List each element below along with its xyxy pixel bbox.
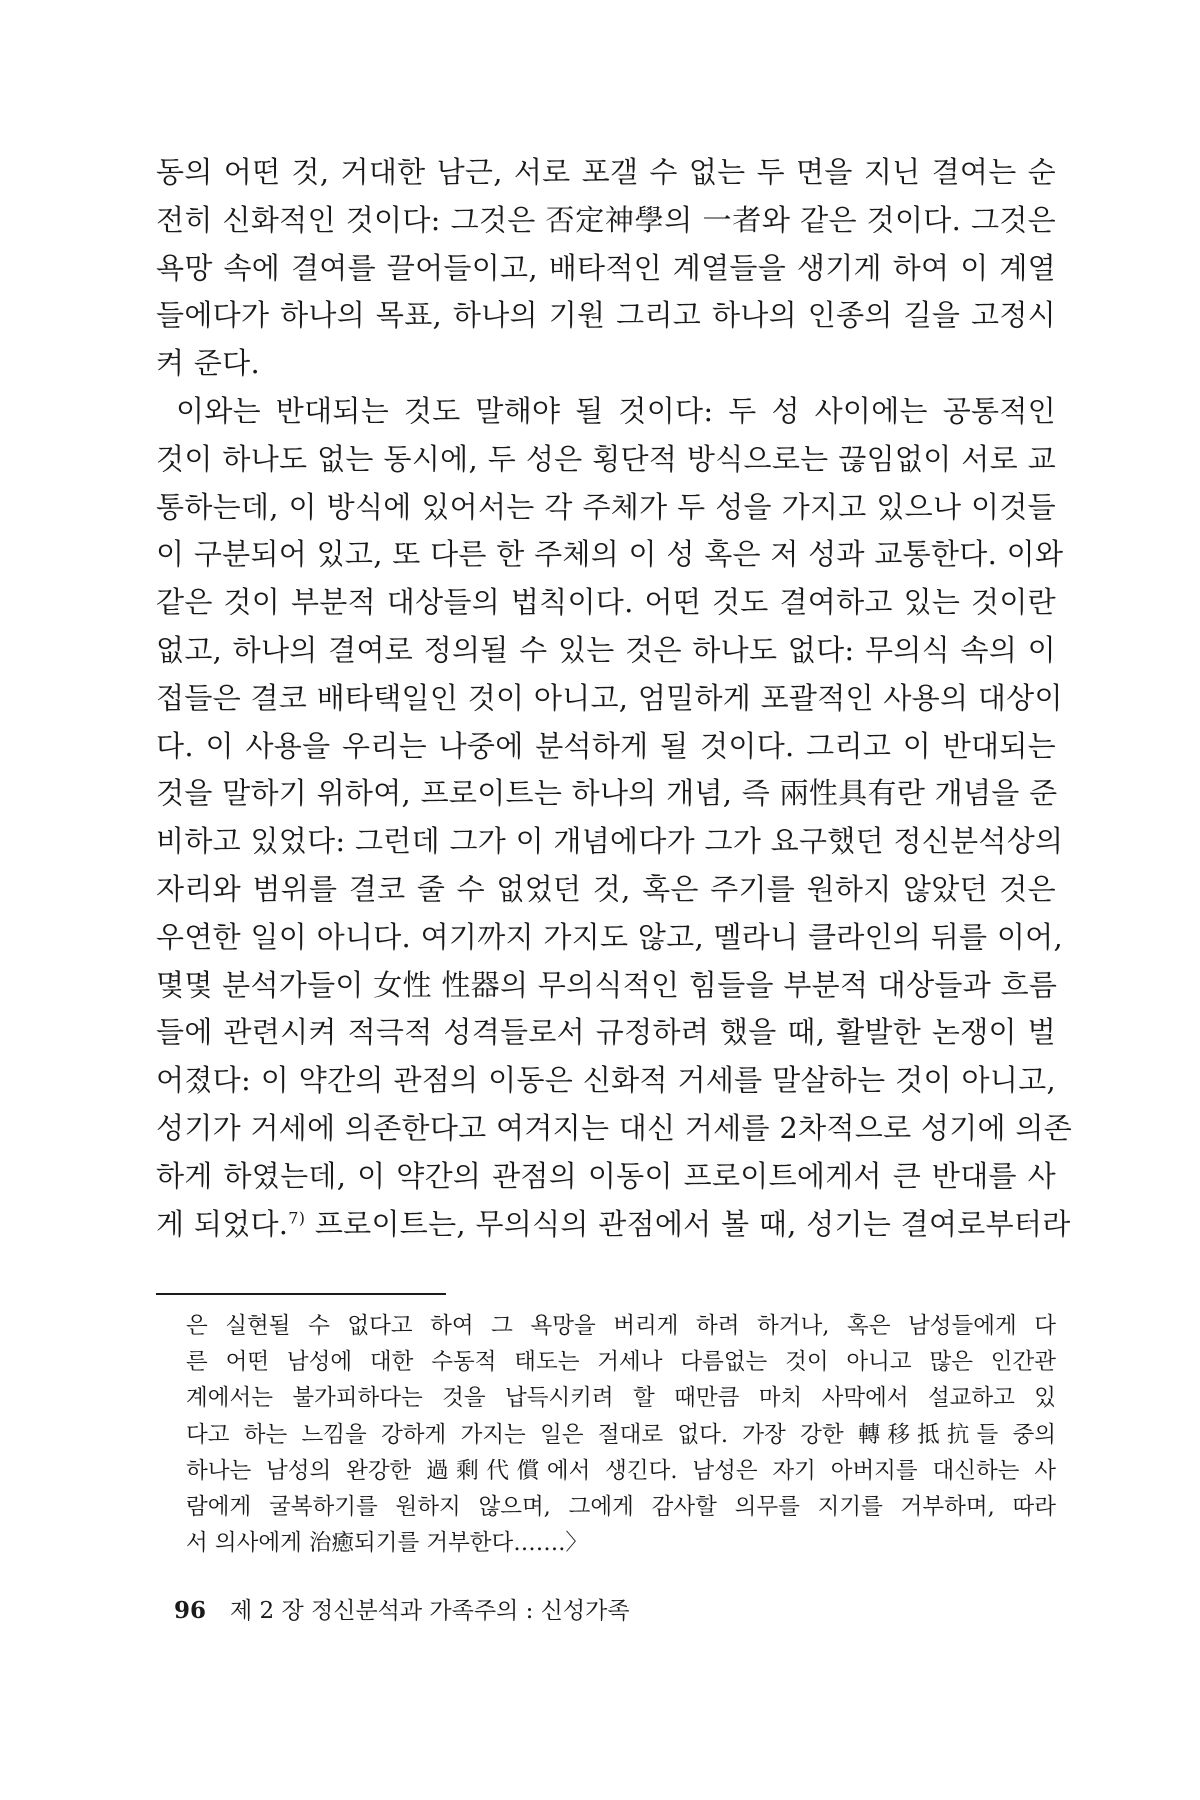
body-line: 동의 어떤 것, 거대한 남근, 서로 포갤 수 없는 두 면을 지닌 결여는 순 <box>156 155 1056 189</box>
body-line: 통하는데, 이 방식에 있어서는 각 주체가 두 성을 가지고 있으나 이것들 <box>156 489 1056 524</box>
footnote-line: 다고 하는 느낌을 강하게 가지는 일은 절대로 없다. 가장 강한 轉移抵抗들 중의 <box>186 1421 1056 1448</box>
footnote-line: 계에서는 불가피하다는 것을 납득시키려 할 때만큼 마치 사막에서 설교하고 있 <box>186 1385 1056 1412</box>
body-line-start: 게 되었다. <box>156 1206 289 1241</box>
footnote-line: 서 의사에게 治癒되기를 거부한다…….〉 <box>186 1530 588 1557</box>
main-body-text <box>156 149 1073 1248</box>
body-line: 없고, 하나의 결여로 정의될 수 있는 것은 하나도 없다: 무의식 속의 이 <box>156 632 1056 667</box>
footnote-line: 른 어떤 남성에 대한 수동적 태도는 거세나 다름없는 것이 아니고 많은 인간관 <box>186 1349 1056 1376</box>
running-head: 제 2 장 정신분석과 가족주의 : 신성가족 <box>230 1598 630 1624</box>
body-line: 비하고 있었다: 그런데 그가 이 개념에다가 그가 요구했던 정신분석상의 <box>156 824 1064 859</box>
body-line: 이와는 반대되는 것도 말해야 될 것이다: 두 성 사이에는 공통적인 <box>176 393 1056 428</box>
footnote-reference: 7) <box>288 1207 306 1227</box>
body-line: 어졌다: 이 약간의 관점의 이동은 신화적 거세를 말살하는 것이 아니고, <box>156 1063 1056 1098</box>
body-line: 같은 것이 부분적 대상들의 법칙이다. 어떤 것도 결여하고 있는 것이란 <box>156 585 1056 620</box>
body-line: 들에다가 하나의 목표, 하나의 기원 그리고 하나의 인종의 길을 고정시 <box>156 298 1056 333</box>
body-line: 우연한 일이 아니다. 여기까지 가지도 않고, 멜라니 클라인의 뒤를 이어, <box>156 919 1064 954</box>
footnote-line: 은 실현될 수 없다고 하여 그 욕망을 버리게 하려 하거나, 혹은 남성들에게 다 <box>186 1313 1056 1339</box>
body-line-with-footnote <box>156 1201 1071 1249</box>
body-line: 욕망 속에 결여를 끌어들이고, 배타적인 계열들을 생기게 하여 이 계열 <box>156 250 1056 285</box>
body-line: 접들은 결코 배타택일인 것이 아니고, 엄밀하게 포괄적인 사용의 대상이 <box>156 680 1063 715</box>
body-line: 이 구분되어 있고, 또 다른 한 주체의 이 성 혹은 저 성과 교통한다. 이와 <box>156 537 1064 572</box>
body-line: 자리와 범위를 결코 줄 수 없었던 것, 혹은 주기를 원하지 않았던 것은 <box>156 871 1056 906</box>
body-line: 다. 이 사용을 우리는 나중에 분석하게 될 것이다. 그리고 이 반대되는 <box>156 728 1056 763</box>
footnote-line: 하나는 남성의 완강한 過剩代償에서 생긴다. 남성은 자기 아버지를 대신하는 사 <box>186 1457 1056 1484</box>
body-line: 하게 하였는데, 이 약간의 관점의 이동이 프로이트에게서 큰 반대를 사 <box>156 1158 1056 1193</box>
footnote-divider <box>156 1293 446 1295</box>
body-line: 몇몇 분석가들이 女性 性器의 무의식적인 힘들을 부분적 대상들과 흐름 <box>156 967 1058 1002</box>
page-footer <box>174 1596 630 1626</box>
body-line: 것이 하나도 없는 동시에, 두 성은 횡단적 방식으로는 끊임없이 서로 교 <box>156 441 1056 476</box>
body-line: 들에 관련시켜 적극적 성격들로서 규정하려 했을 때, 활발한 논쟁이 벌 <box>156 1015 1056 1050</box>
body-line: 켜 준다. <box>156 346 260 381</box>
body-line-end: 프로이트는, 무의식의 관점에서 볼 때, 성기는 결여로부터라 <box>305 1206 1071 1241</box>
footnote-line: 람에게 굴복하기를 원하지 않으며, 그에게 감사할 의무를 지기를 거부하며, 따라 <box>186 1493 1056 1520</box>
footnote-text <box>186 1308 1056 1561</box>
body-line: 것을 말하기 위하여, 프로이트는 하나의 개념, 즉 兩性具有란 개념을 준 <box>156 776 1058 811</box>
page-number: 96 <box>174 1597 207 1624</box>
body-line: 전히 신화적인 것이다: 그것은 否定神學의 一者와 같은 것이다. 그것은 <box>156 202 1056 237</box>
body-line: 성기가 거세에 의존한다고 여겨지는 대신 거세를 2차적으로 성기에 의존 <box>156 1110 1073 1145</box>
